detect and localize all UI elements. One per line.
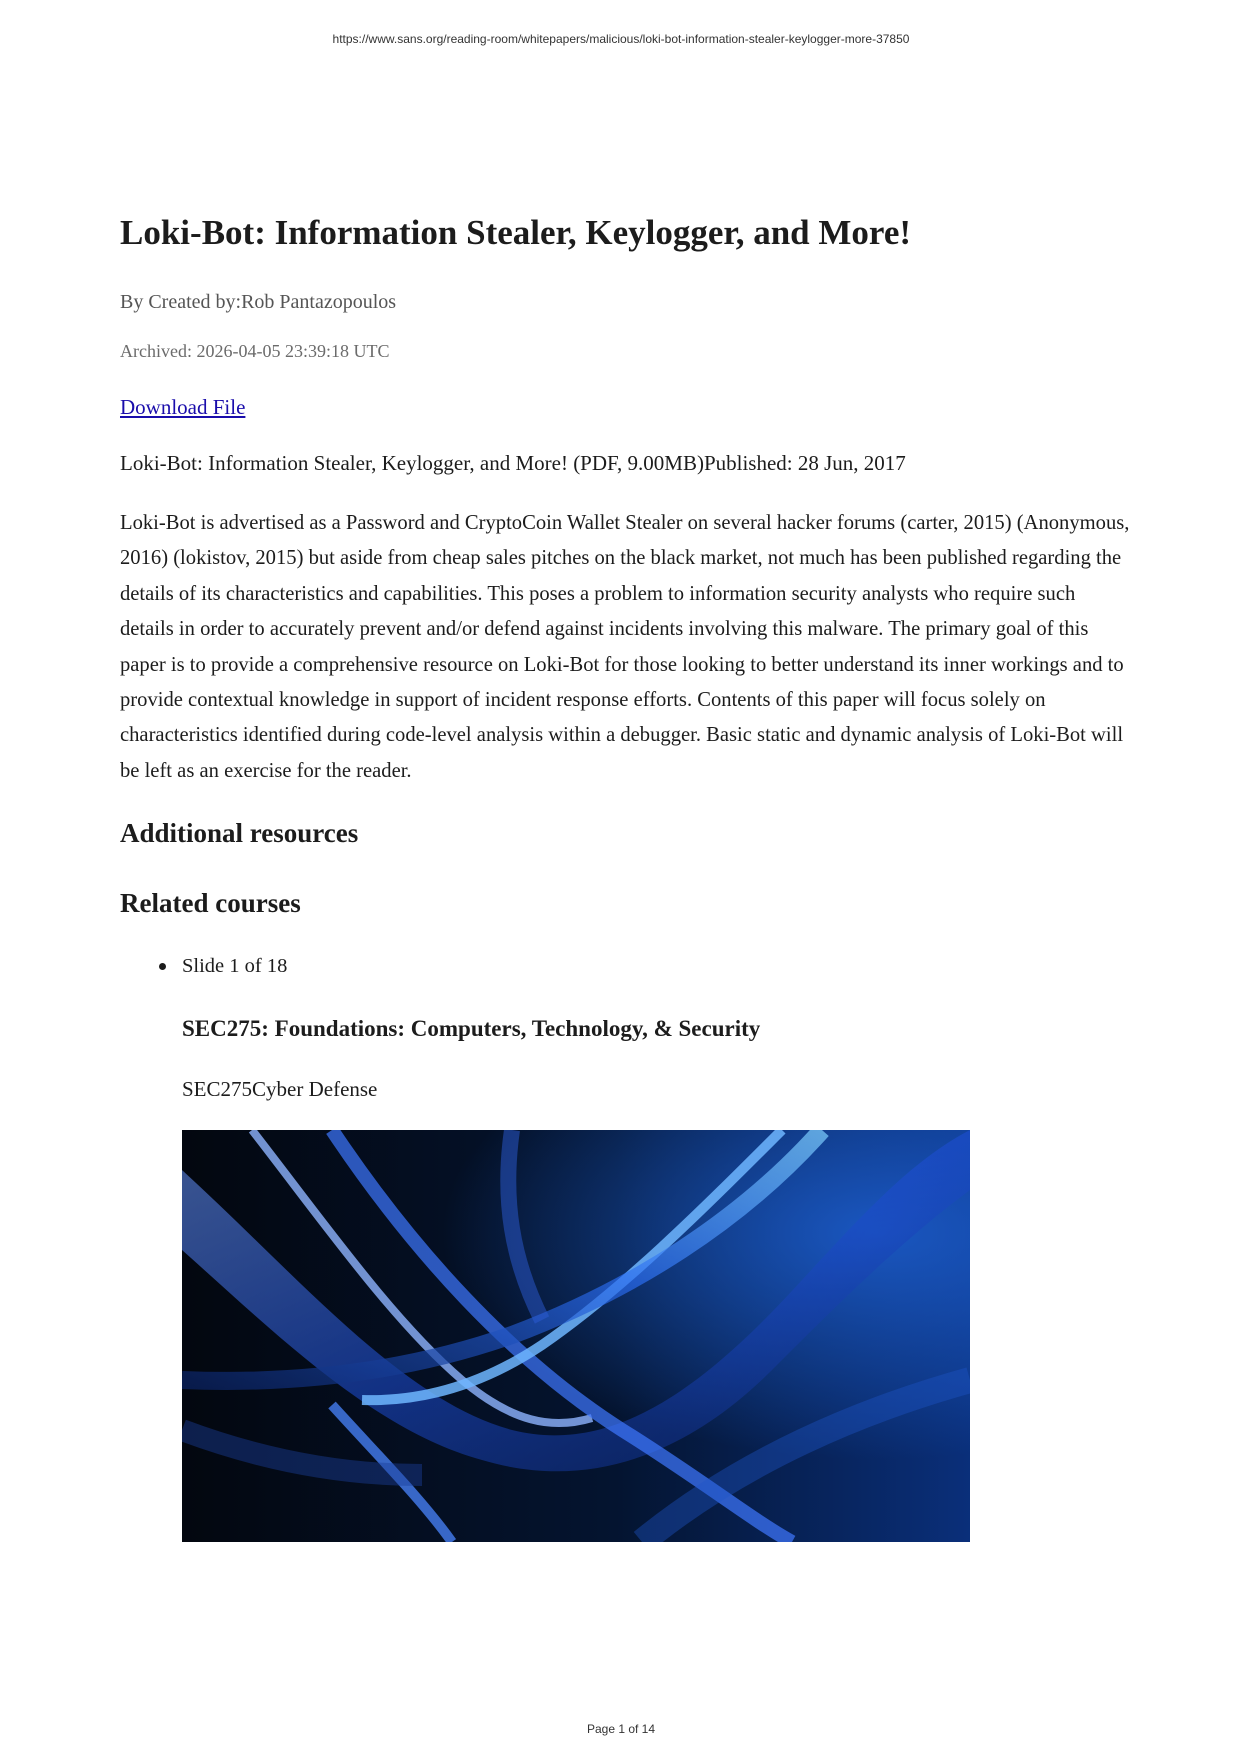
course-subtitle: SEC275Cyber Defense: [182, 1077, 378, 1101]
additional-resources-heading: Additional resources: [120, 818, 359, 848]
archived-timestamp: Archived: 2026-04-05 23:39:18 UTC: [120, 341, 390, 361]
abstract-paragraph: Loki-Bot is advertised as a Password and CryptoCoin Wallet Stealer on several hacker forums (carter, 2015) (Anonymous, 2016) (lokistov, 2015) but aside from cheap sales pitches on the black market, not much has been published regarding the details of its characteristics and capabilities. This poses a problem to information security analysts who require such details in order to accurately prevent and/or defend against incidents involving this malware. The primary goal of this paper is to provide a comprehensive resource on Loki-Bot for those looking to better understand its inner workings and to provide contextual knowledge in support of incident response efforts. Contents of this paper will focus solely on characteristics identified during code-level analysis within a debugger. Basic static and dynamic analysis of Loki-Bot will be left as an exercise for the reader.: [120, 512, 1130, 782]
related-courses-heading: Related courses: [120, 888, 301, 918]
download-file-link[interactable]: Download File: [120, 395, 246, 419]
slide-counter: Slide 1 of 18: [182, 955, 288, 977]
course-banner-image[interactable]: [182, 1130, 970, 1542]
list-bullet: [159, 963, 166, 970]
author-byline: By Created by:Rob Pantazopoulos: [120, 291, 397, 313]
file-info: Loki-Bot: Information Stealer, Keylogger, and More! (PDF, 9.00MB)Published: 28 Jun, 2017: [120, 451, 906, 475]
page-url: https://www.sans.org/reading-room/whitepapers/malicious/loki-bot-information-stealer-keylogger-more-37850: [332, 32, 910, 46]
page-number: Page 1 of 14: [586, 1722, 656, 1736]
page-title: Loki-Bot: Information Stealer, Keylogger, and More!: [120, 213, 912, 252]
course-title[interactable]: SEC275: Foundations: Computers, Technology, & Security: [182, 1016, 761, 1041]
